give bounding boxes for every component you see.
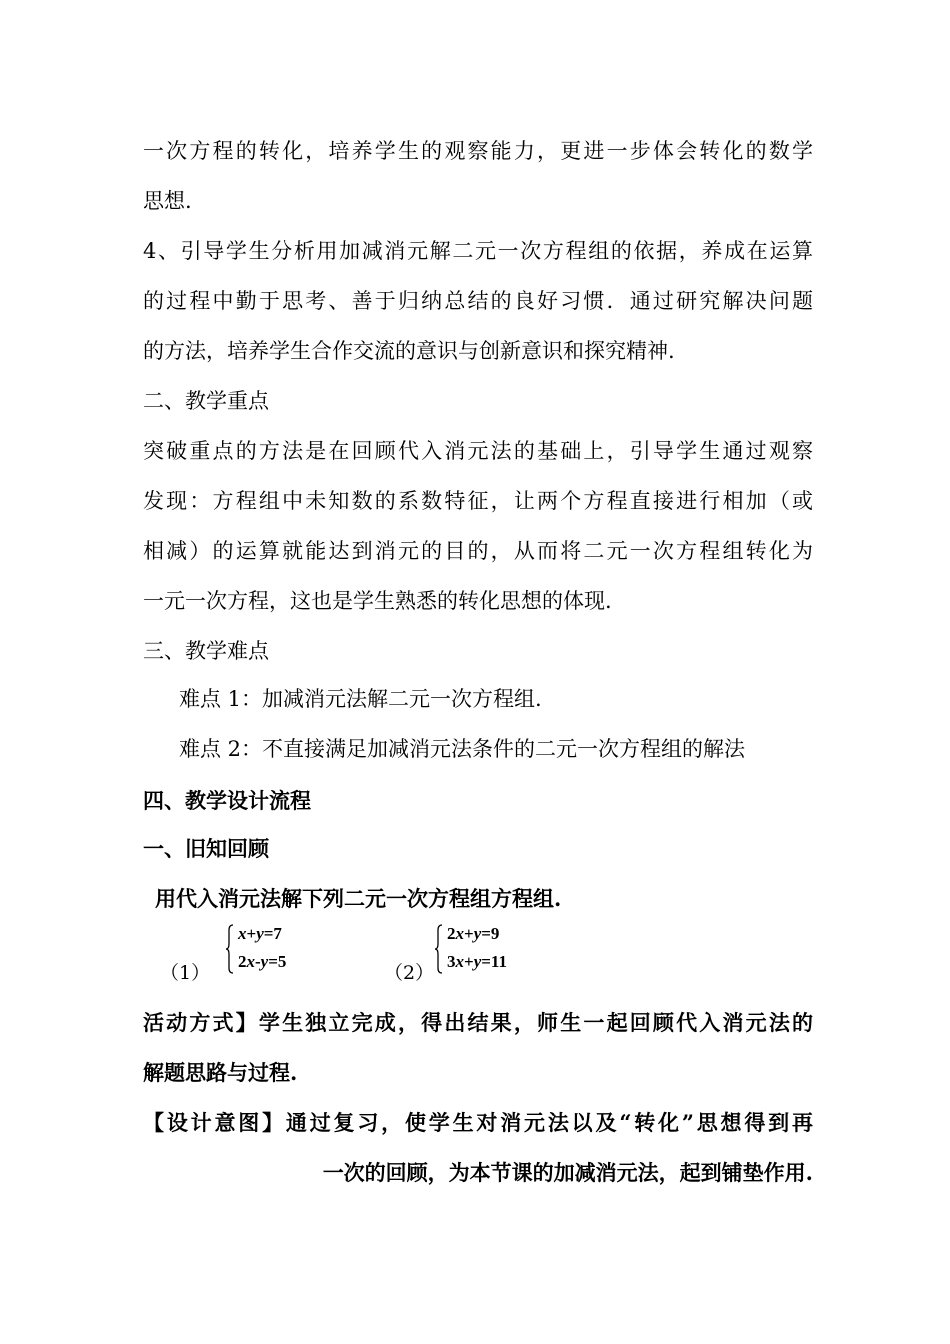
brace-icon — [435, 924, 443, 974]
paragraph-line: 4、引导学生分析用加减消元解二元一次方程组的依据，养成在运算 — [143, 239, 813, 263]
paragraph-line: 一次方程的转化，培养学生的观察能力，更进一步体会转化的数学 — [143, 139, 813, 163]
paragraph-line: 活动方式】学生独立完成，得出结果，师生一起回顾代入消元法的 — [143, 1010, 813, 1035]
paragraph-line: 思想. — [143, 189, 192, 213]
section-heading: 二、教学重点 — [143, 389, 269, 413]
system-label: （1） — [160, 962, 211, 984]
equation: 2x+y=9 — [447, 924, 500, 943]
paragraph-line: 发现：方程组中未知数的系数特征，让两个方程直接进行相加（或 — [143, 489, 813, 513]
paragraph-line: 的方法，培养学生合作交流的意识与创新意识和探究精神. — [143, 339, 675, 363]
brace-icon — [226, 924, 234, 974]
equation: 3x+y=11 — [447, 952, 507, 971]
paragraph-line: 一元一次方程，这也是学生熟悉的转化思想的体现. — [143, 589, 612, 613]
system-label: （2） — [384, 962, 435, 984]
paragraph-line: 突破重点的方法是在回顾代入消元法的基础上，引导学生通过观察 — [143, 439, 813, 463]
paragraph-line: 一次的回顾，为本节课的加减消元法，起到铺垫作用. — [322, 1160, 813, 1185]
difficulty-item: 难点 2：不直接满足加减消元法条件的二元一次方程组的解法 — [179, 737, 746, 761]
equation: x+y=7 — [238, 924, 282, 943]
equation-system-2 — [435, 924, 545, 980]
section-heading: 三、教学难点 — [143, 639, 269, 663]
difficulty-item: 难点 1：加减消元法解二元一次方程组. — [179, 687, 542, 711]
equation: 2x-y=5 — [238, 952, 287, 971]
section-heading: 四、教学设计流程 — [143, 788, 311, 813]
section-heading: 一、旧知回顾 — [143, 836, 269, 861]
paragraph-line: 【设计意图】通过复习，使学生对消元法以及“转化”思想得到再 — [143, 1110, 813, 1135]
paragraph-line: 相减）的运算就能达到消元的目的，从而将二元一次方程组转化为 — [143, 539, 813, 563]
paragraph-line: 解题思路与过程. — [143, 1060, 298, 1085]
task-instruction: 用代入消元法解下列二元一次方程组方程组. — [155, 886, 562, 911]
paragraph-line: 的过程中勤于思考、善于归纳总结的良好习惯．通过研究解决问题 — [143, 289, 813, 313]
equation-system-1 — [226, 924, 336, 980]
